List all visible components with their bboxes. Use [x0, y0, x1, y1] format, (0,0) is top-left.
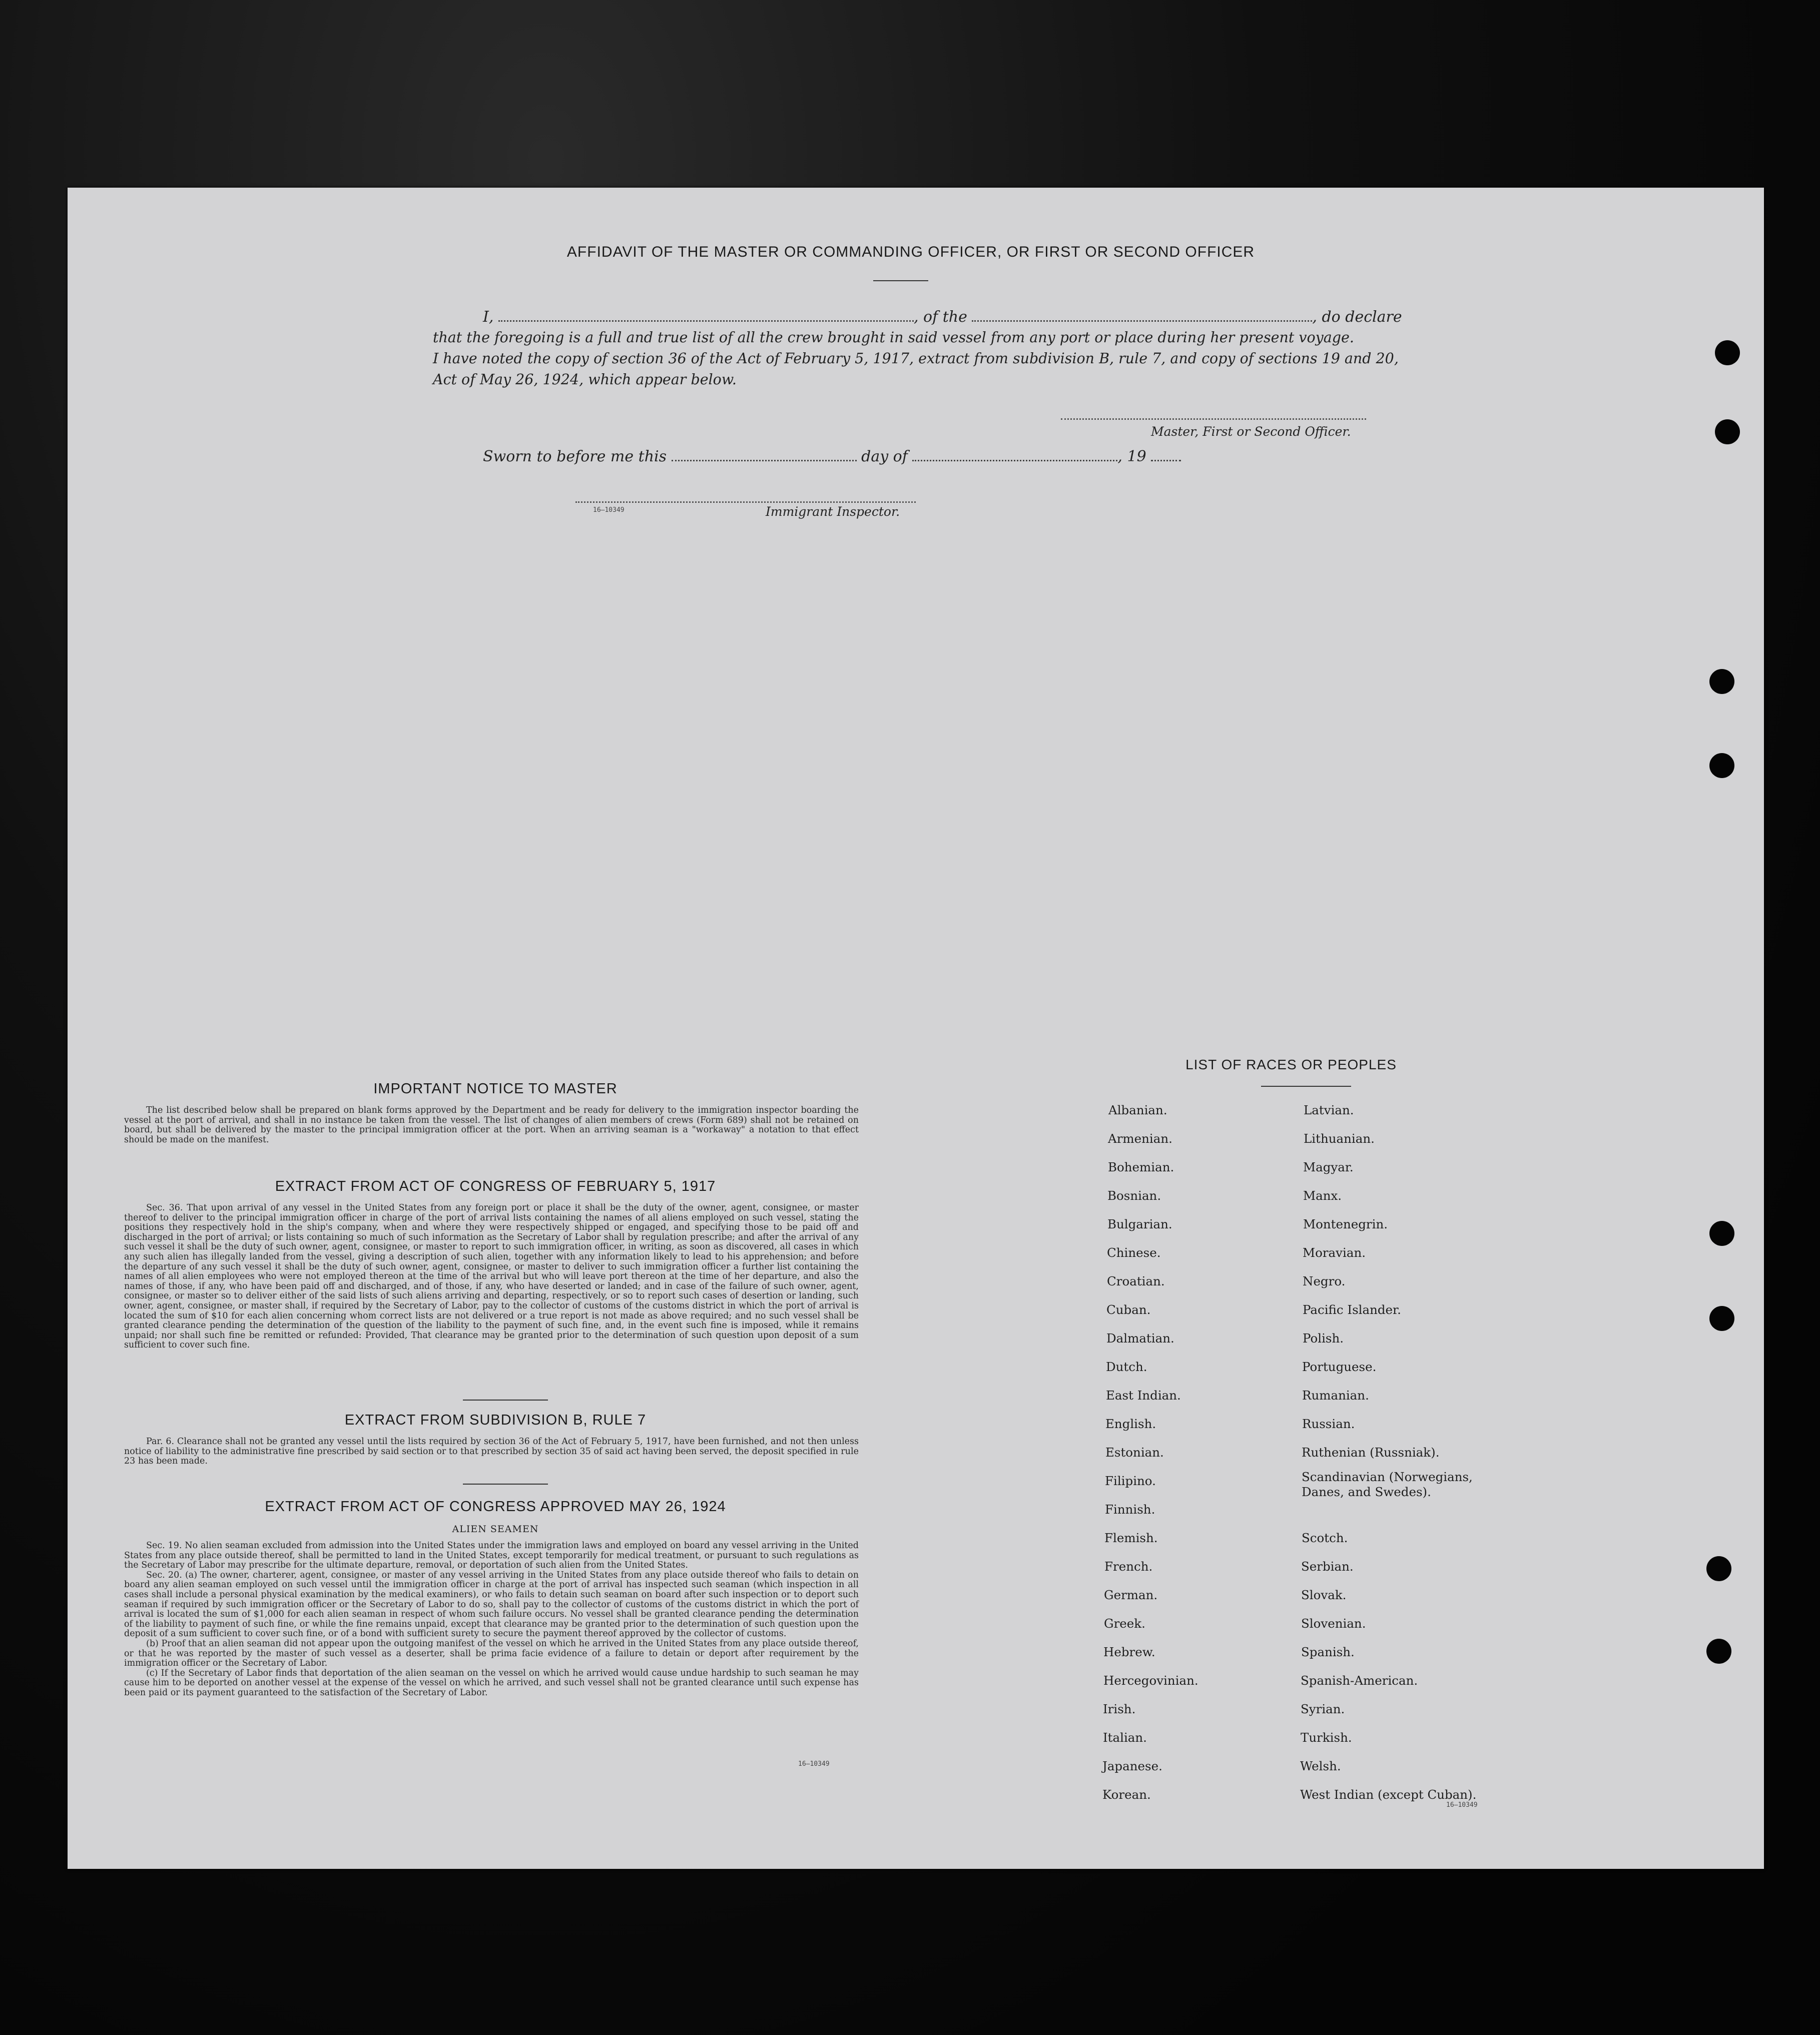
binder-hole [1709, 753, 1734, 778]
affidavit-line-1 [483, 308, 1402, 326]
race-item: Latvian. [1304, 1103, 1354, 1117]
day-of-label: day of [861, 448, 908, 465]
sworn-day-field[interactable] [672, 448, 857, 461]
sec-20b-paragraph: (b) Proof that an alien seaman did not appear upon the outgoing manifest of the vessel on which he arrived in the United States from any place outside thereof, or that he was reported by the master of such vessel as a deserter, shall be prima facie evidence of a failure to detain or deport after requirement by the immigration officer or the Secretary of Labor. [124, 1638, 859, 1669]
sec-20a-paragraph: Sec. 20. (a) The owner, charterer, agent, consignee, or master of any vessel arriving in the United States from any place outside thereof who fails to detain on board any alien seaman employed on such vessel until the immigration officer in charge at the port of arrival has inspected such seaman (which inspection in all cases shall include a personal physical examination by the medical examiners), or who fails to detain such seaman on board after such inspection or to deport such seaman if required by such immigration officer or the Secretary of Labor to do so, shall pay to the collector of customs of the customs district in which the port of arrival is located the sum of $1,000 for each alien seaman in respect of whom such failure occurs. No vessel shall be granted clearance pending the determination of the liability to payment of such fine, or while the fine remains unpaid, except that clearance may be granted prior to the determination of such question upon the deposit of a sum sufficient to cover such fine, or of a bond with sufficient surety to secure the payment thereof approved by the collector of customs. [124, 1570, 859, 1639]
race-item: Flemish. [1104, 1531, 1158, 1545]
form-number-bottom-left: 16—10349 [798, 1760, 830, 1768]
race-item: Spanish. [1301, 1645, 1355, 1659]
title-divider [873, 280, 928, 281]
declarant-name-field[interactable] [498, 308, 914, 322]
extract-rule7-text [124, 1437, 859, 1467]
race-item: Rumanian. [1302, 1388, 1369, 1403]
race-item: Polish. [1303, 1331, 1344, 1345]
race-item: Armenian. [1108, 1131, 1172, 1146]
race-item: Turkish. [1301, 1730, 1352, 1745]
race-item: East Indian. [1106, 1388, 1181, 1403]
race-item: Scotch. [1302, 1531, 1348, 1545]
race-item: Chinese. [1107, 1245, 1161, 1260]
race-item: Spanish-American. [1301, 1673, 1418, 1688]
inspector-signature-line[interactable] [575, 501, 916, 503]
race-item: Dutch. [1106, 1360, 1147, 1374]
race-item: Bulgarian. [1107, 1217, 1172, 1231]
notice-title: IMPORTANT NOTICE TO MASTER [373, 1081, 618, 1097]
alien-seamen-subtitle: ALIEN SEAMEN [452, 1524, 539, 1535]
extract-1917-text [124, 1203, 859, 1350]
form-number-bottom-right: 16—10349 [1446, 1801, 1478, 1809]
race-item: Slovak. [1301, 1588, 1347, 1602]
race-item: Welsh. [1300, 1759, 1341, 1773]
race-item: Russian. [1302, 1417, 1355, 1431]
vessel-label: , of the [913, 308, 967, 326]
sworn-label: Sworn to before me this [483, 448, 667, 465]
extract-1924-title: EXTRACT FROM ACT OF CONGRESS APPROVED MAY 26, 1924 [265, 1499, 726, 1515]
race-item: Croatian. [1107, 1274, 1165, 1288]
race-item: Manx. [1303, 1188, 1342, 1203]
section-divider [463, 1400, 548, 1401]
race-item: Hercegovinian. [1103, 1673, 1198, 1688]
sec-20c-paragraph: (c) If the Secretary of Labor finds that deportation of the alien seaman on the vessel on which he arrived would cause undue hardship to such seaman he may cause him to be deported on another vessel at the expense of the vessel on which he arrived, and such vessel shall not be granted clearance until such expense has been paid or its payment guaranteed to the satisfaction of the Secretary of Labor. [124, 1668, 859, 1698]
race-item: Dalmatian. [1106, 1331, 1174, 1345]
par-6-paragraph: Par. 6. Clearance shall not be granted any vessel until the lists required by section 36 of the Act of February 5, 1917, have been furnished, and not then unless notice of liability to the administrative fine prescribed by said section or to that prescribed by section 35 of said act having been served, the deposit specified in rule 23 has been made. [124, 1437, 859, 1467]
declarant-label: I, [483, 308, 494, 326]
race-item: German. [1104, 1588, 1158, 1602]
form-number-top: 16—10349 [593, 506, 625, 514]
race-item: Filipino. [1105, 1474, 1156, 1488]
race-item: Cuban. [1106, 1302, 1151, 1317]
master-signature-line[interactable] [1061, 418, 1366, 420]
affidavit-line-4: Act of May 26, 1924, which appear below. [433, 371, 737, 388]
race-item: Lithuanian. [1304, 1131, 1375, 1146]
binder-hole [1715, 419, 1740, 444]
race-item: Greek. [1104, 1616, 1145, 1631]
binder-hole [1715, 340, 1740, 365]
race-item: Syrian. [1301, 1702, 1345, 1716]
race-item: Ruthenian (Russniak). [1302, 1445, 1440, 1460]
race-item: Estonian. [1105, 1445, 1164, 1460]
race-item: Japanese. [1102, 1759, 1162, 1773]
year-label: , 19 [1117, 448, 1146, 465]
extract-rule7-title: EXTRACT FROM SUBDIVISION B, RULE 7 [344, 1412, 647, 1428]
master-caption: Master, First or Second Officer. [1151, 424, 1351, 439]
section-divider [463, 1484, 548, 1485]
race-item: Portuguese. [1302, 1360, 1377, 1374]
race-item: English. [1105, 1417, 1156, 1431]
race-item: Albanian. [1108, 1103, 1167, 1117]
race-item: Moravian. [1303, 1245, 1366, 1260]
binder-hole [1709, 1306, 1734, 1331]
sworn-year-field[interactable] [1151, 448, 1181, 461]
binder-hole [1709, 669, 1734, 694]
race-item: Negro. [1303, 1274, 1346, 1288]
race-item: Hebrew. [1103, 1645, 1155, 1659]
extract-1917-title: EXTRACT FROM ACT OF CONGRESS OF FEBRUARY 5, 1917 [275, 1178, 716, 1194]
section-36-paragraph: Sec. 36. That upon arrival of any vessel in the United States from any foreign port or place it shall be the duty of the owner, agent, consignee, or master thereof to deliver to the principal immigration officer in charge of the port of arrival lists containing the names of all aliens employed on such vessel, stating the positions they respectively hold in the ship's company, when and where they were respectively shipped or engaged, and specifying those to be paid off and discharged in the port of arrival; or lists containing so much of such information as the Secretary of Labor shall by regulation prescribe; and after the arrival of any such vessel it shall be the duty of such owner, agent, consignee, or master to report to such immigration officer, in writing, as soon as discovered, all cases in which any such alien has illegally landed from the vessel, giving a description of such alien, together with any information likely to lead to his apprehension; and before the departure of any such vessel it shall be the duty of such owner, agent, consignee, or master to deliver to such immigration officer a further list containing the names of all alien employees who were not employed thereon at the time of the arrival but who will leave port thereon at the time of her departure, and also the names of those, if any, who have been paid off and discharged, and of those, if any, who have deserted or landed; and in case of the failure of such owner, agent, consignee, or master so to deliver either of the said lists of such aliens arriving and departing, respectively, or so to report such cases of desertion or landing, such owner, agent, consignee, or master shall, if required by the Secretary of Labor, pay to the collector of customs of the customs district in which the port of arrival is located the sum of $10 for each alien concerning whom correct lists are not delivered or a true report is not made as above required; and no such vessel shall be granted clearance pending the determination of the question of the liability to the payment of such fine, and, in the event such fine is imposed, while it remains unpaid; nor shall such fine be remitted or refunded: Provided, That clearance may be granted prior to the determination of such question upon deposit of a sum sufficient to cover such fine. [124, 1203, 859, 1350]
races-divider [1261, 1086, 1351, 1087]
race-item: Slovenian. [1301, 1616, 1366, 1631]
race-item: West Indian (except Cuban). [1300, 1787, 1477, 1802]
sworn-line [483, 448, 1181, 465]
affidavit-line-2: that the foregoing is a full and true list of all the crew brought in said vessel from any port or place during her present voyage. [433, 329, 1354, 346]
race-item: Italian. [1103, 1730, 1147, 1745]
declare-label: , do declare [1312, 308, 1402, 326]
sec-19-paragraph: Sec. 19. No alien seaman excluded from admission into the United States under the immigration laws and employed on board any vessel arriving in the United States from any place outside thereof, shall be permitted to land in the United States, except temporarily for medical treatment, or pursuant to such regulations as the Secretary of Labor may prescribe for the ultimate departure, removal, or deportation of such alien from the United States. [124, 1541, 859, 1571]
race-item: Magyar. [1303, 1160, 1354, 1174]
extract-1924-text [124, 1541, 859, 1698]
binder-hole [1706, 1556, 1731, 1581]
affidavit-title: AFFIDAVIT OF THE MASTER OR COMMANDING OFFICER, OR FIRST OR SECOND OFFICER [566, 244, 1255, 260]
races-title: LIST OF RACES OR PEOPLES [1185, 1057, 1397, 1072]
binder-hole [1709, 1221, 1734, 1246]
race-item: Pacific Islander. [1303, 1302, 1401, 1317]
race-item: Irish. [1103, 1702, 1136, 1716]
race-item: Scandinavian (Norwegians, Danes, and Swedes). [1302, 1470, 1473, 1499]
race-item: Bosnian. [1107, 1188, 1161, 1203]
race-item: Bohemian. [1108, 1160, 1174, 1174]
notice-paragraph: The list described below shall be prepared on blank forms approved by the Department and be ready for delivery to the immigration inspector boarding the vessel at the port of arrival, and shall in no instance be taken from the vessel. The list of changes of alien members of crews (Form 689) shall not be retained on board, but shall be delivered by the master to the principal immigration officer at the port. When an arriving seaman is a "workaway" a notation to that effect should be made on the manifest. [124, 1105, 859, 1145]
race-item: Korean. [1102, 1787, 1151, 1802]
race-item: French. [1104, 1559, 1153, 1574]
sworn-month-field[interactable] [912, 448, 1117, 461]
binder-hole [1706, 1639, 1731, 1664]
race-item: Finnish. [1105, 1502, 1155, 1517]
vessel-name-field[interactable] [972, 308, 1312, 322]
notice-text [124, 1106, 859, 1145]
race-item: Serbian. [1301, 1559, 1354, 1574]
inspector-caption: Immigrant Inspector. [766, 504, 900, 519]
affidavit-line-3: I have noted the copy of section 36 of the Act of February 5, 1917, extract from subdivision B, rule 7, and copy of sections 19 and 20, [433, 350, 1399, 367]
race-item: Montenegrin. [1303, 1217, 1388, 1231]
